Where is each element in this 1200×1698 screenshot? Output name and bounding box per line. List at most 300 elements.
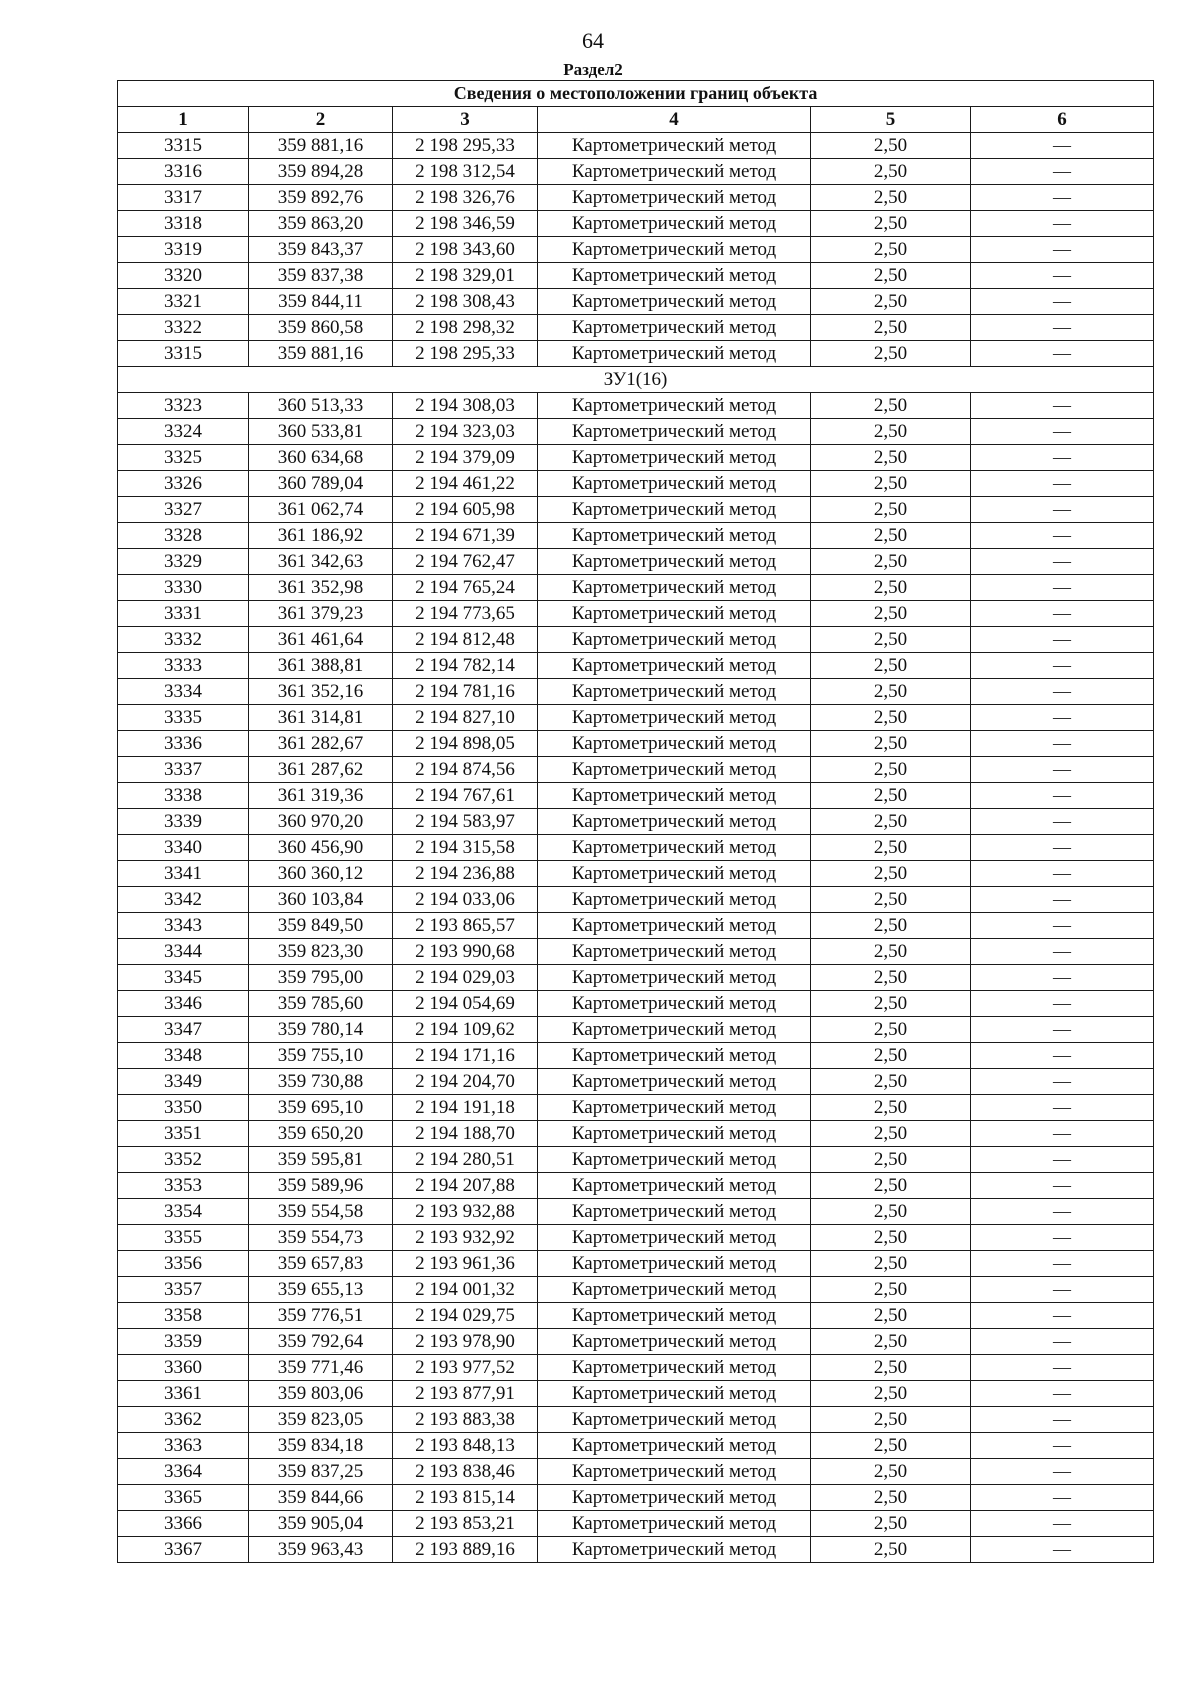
table-row xyxy=(118,913,1154,939)
x-coordinate-cell: 361 062,74 xyxy=(249,497,393,523)
description-cell: — xyxy=(971,237,1154,263)
table-body-top xyxy=(118,133,1154,367)
point-number-cell: 3329 xyxy=(118,549,249,575)
method-cell: Картометрический метод xyxy=(538,913,811,939)
description-cell: — xyxy=(971,1225,1154,1251)
x-coordinate-cell: 361 388,81 xyxy=(249,653,393,679)
point-number-cell: 3344 xyxy=(118,939,249,965)
x-coordinate-cell: 361 319,36 xyxy=(249,783,393,809)
x-coordinate-cell: 359 863,20 xyxy=(249,211,393,237)
y-coordinate-cell: 2 193 838,46 xyxy=(393,1459,538,1485)
method-cell: Картометрический метод xyxy=(538,757,811,783)
accuracy-cell: 2,50 xyxy=(811,289,971,315)
table-row xyxy=(118,1537,1154,1563)
point-number-cell: 3332 xyxy=(118,627,249,653)
point-number-cell: 3319 xyxy=(118,237,249,263)
point-number-cell: 3315 xyxy=(118,341,249,367)
method-cell: Картометрический метод xyxy=(538,1277,811,1303)
table-row xyxy=(118,861,1154,887)
y-coordinate-cell: 2 194 315,58 xyxy=(393,835,538,861)
table-row xyxy=(118,1095,1154,1121)
description-cell: — xyxy=(971,601,1154,627)
y-coordinate-cell: 2 193 961,36 xyxy=(393,1251,538,1277)
x-coordinate-cell: 359 894,28 xyxy=(249,159,393,185)
accuracy-cell: 2,50 xyxy=(811,1381,971,1407)
y-coordinate-cell: 2 198 329,01 xyxy=(393,263,538,289)
description-cell: — xyxy=(971,1147,1154,1173)
column-header: 1 xyxy=(118,107,249,133)
table-row xyxy=(118,419,1154,445)
y-coordinate-cell: 2 194 773,65 xyxy=(393,601,538,627)
accuracy-cell: 2,50 xyxy=(811,965,971,991)
x-coordinate-cell: 361 379,23 xyxy=(249,601,393,627)
description-cell: — xyxy=(971,887,1154,913)
table-row xyxy=(118,1381,1154,1407)
accuracy-cell: 2,50 xyxy=(811,419,971,445)
table-row xyxy=(118,1433,1154,1459)
x-coordinate-cell: 361 461,64 xyxy=(249,627,393,653)
description-cell: — xyxy=(971,627,1154,653)
point-number-cell: 3326 xyxy=(118,471,249,497)
table-caption-row xyxy=(118,81,1154,107)
table-row xyxy=(118,705,1154,731)
column-header: 6 xyxy=(971,107,1154,133)
x-coordinate-cell: 359 695,10 xyxy=(249,1095,393,1121)
x-coordinate-cell: 359 554,73 xyxy=(249,1225,393,1251)
method-cell: Картометрический метод xyxy=(538,627,811,653)
table-row xyxy=(118,1225,1154,1251)
y-coordinate-cell: 2 194 671,39 xyxy=(393,523,538,549)
method-cell: Картометрический метод xyxy=(538,1485,811,1511)
table-row xyxy=(118,1459,1154,1485)
x-coordinate-cell: 361 287,62 xyxy=(249,757,393,783)
table-row xyxy=(118,185,1154,211)
x-coordinate-cell: 360 456,90 xyxy=(249,835,393,861)
point-number-cell: 3347 xyxy=(118,1017,249,1043)
x-coordinate-cell: 359 771,46 xyxy=(249,1355,393,1381)
table-row xyxy=(118,445,1154,471)
group-header xyxy=(118,367,1154,393)
x-coordinate-cell: 359 655,13 xyxy=(249,1277,393,1303)
point-number-cell: 3336 xyxy=(118,731,249,757)
method-cell: Картометрический метод xyxy=(538,211,811,237)
accuracy-cell: 2,50 xyxy=(811,1121,971,1147)
y-coordinate-cell: 2 198 326,76 xyxy=(393,185,538,211)
point-number-cell: 3333 xyxy=(118,653,249,679)
method-cell: Картометрический метод xyxy=(538,471,811,497)
accuracy-cell: 2,50 xyxy=(811,731,971,757)
x-coordinate-cell: 359 785,60 xyxy=(249,991,393,1017)
accuracy-cell: 2,50 xyxy=(811,1173,971,1199)
x-coordinate-cell: 360 634,68 xyxy=(249,445,393,471)
column-header: 2 xyxy=(249,107,393,133)
point-number-cell: 3364 xyxy=(118,1459,249,1485)
accuracy-cell: 2,50 xyxy=(811,1485,971,1511)
x-coordinate-cell: 359 595,81 xyxy=(249,1147,393,1173)
description-cell: — xyxy=(971,965,1154,991)
method-cell: Картометрический метод xyxy=(538,419,811,445)
method-cell: Картометрический метод xyxy=(538,1095,811,1121)
y-coordinate-cell: 2 198 295,33 xyxy=(393,133,538,159)
y-coordinate-cell: 2 194 767,61 xyxy=(393,783,538,809)
accuracy-cell: 2,50 xyxy=(811,1199,971,1225)
point-number-cell: 3366 xyxy=(118,1511,249,1537)
description-cell: — xyxy=(971,939,1154,965)
description-cell: — xyxy=(971,991,1154,1017)
method-cell: Картометрический метод xyxy=(538,185,811,211)
point-number-cell: 3360 xyxy=(118,1355,249,1381)
y-coordinate-cell: 2 198 343,60 xyxy=(393,237,538,263)
method-cell: Картометрический метод xyxy=(538,341,811,367)
point-number-cell: 3322 xyxy=(118,315,249,341)
point-number-cell: 3338 xyxy=(118,783,249,809)
y-coordinate-cell: 2 194 109,62 xyxy=(393,1017,538,1043)
description-cell: — xyxy=(971,1173,1154,1199)
accuracy-cell: 2,50 xyxy=(811,1277,971,1303)
y-coordinate-cell: 2 194 029,03 xyxy=(393,965,538,991)
accuracy-cell: 2,50 xyxy=(811,445,971,471)
point-number-cell: 3346 xyxy=(118,991,249,1017)
y-coordinate-cell: 2 194 323,03 xyxy=(393,419,538,445)
table-row xyxy=(118,783,1154,809)
method-cell: Картометрический метод xyxy=(538,1433,811,1459)
description-cell: — xyxy=(971,471,1154,497)
y-coordinate-cell: 2 198 308,43 xyxy=(393,289,538,315)
point-number-cell: 3358 xyxy=(118,1303,249,1329)
table-row xyxy=(118,965,1154,991)
point-number-cell: 3351 xyxy=(118,1121,249,1147)
method-cell: Картометрический метод xyxy=(538,393,811,419)
method-cell: Картометрический метод xyxy=(538,133,811,159)
table-row xyxy=(118,1251,1154,1277)
description-cell: — xyxy=(971,1043,1154,1069)
table-row xyxy=(118,835,1154,861)
x-coordinate-cell: 359 823,30 xyxy=(249,939,393,965)
method-cell: Картометрический метод xyxy=(538,159,811,185)
y-coordinate-cell: 2 194 605,98 xyxy=(393,497,538,523)
x-coordinate-cell: 359 860,58 xyxy=(249,315,393,341)
method-cell: Картометрический метод xyxy=(538,263,811,289)
accuracy-cell: 2,50 xyxy=(811,783,971,809)
y-coordinate-cell: 2 194 188,70 xyxy=(393,1121,538,1147)
method-cell: Картометрический метод xyxy=(538,783,811,809)
table-row xyxy=(118,549,1154,575)
x-coordinate-cell: 360 970,20 xyxy=(249,809,393,835)
method-cell: Картометрический метод xyxy=(538,315,811,341)
method-cell: Картометрический метод xyxy=(538,939,811,965)
description-cell: — xyxy=(971,523,1154,549)
point-number-cell: 3324 xyxy=(118,419,249,445)
y-coordinate-cell: 2 194 781,16 xyxy=(393,679,538,705)
accuracy-cell: 2,50 xyxy=(811,159,971,185)
point-number-cell: 3334 xyxy=(118,679,249,705)
method-cell: Картометрический метод xyxy=(538,1147,811,1173)
description-cell: — xyxy=(971,1069,1154,1095)
description-cell: — xyxy=(971,1277,1154,1303)
group-row xyxy=(118,367,1154,393)
point-number-cell: 3357 xyxy=(118,1277,249,1303)
accuracy-cell: 2,50 xyxy=(811,471,971,497)
table-row xyxy=(118,1199,1154,1225)
x-coordinate-cell: 359 844,66 xyxy=(249,1485,393,1511)
point-number-cell: 3321 xyxy=(118,289,249,315)
y-coordinate-cell: 2 194 236,88 xyxy=(393,861,538,887)
point-number-cell: 3349 xyxy=(118,1069,249,1095)
y-coordinate-cell: 2 194 029,75 xyxy=(393,1303,538,1329)
x-coordinate-cell: 359 881,16 xyxy=(249,341,393,367)
y-coordinate-cell: 2 194 812,48 xyxy=(393,627,538,653)
accuracy-cell: 2,50 xyxy=(811,705,971,731)
x-coordinate-cell: 359 834,18 xyxy=(249,1433,393,1459)
y-coordinate-cell: 2 193 932,88 xyxy=(393,1199,538,1225)
point-number-cell: 3343 xyxy=(118,913,249,939)
point-number-cell: 3335 xyxy=(118,705,249,731)
table-row xyxy=(118,1303,1154,1329)
method-cell: Картометрический метод xyxy=(538,1511,811,1537)
accuracy-cell: 2,50 xyxy=(811,1537,971,1563)
table-row xyxy=(118,1485,1154,1511)
table-row xyxy=(118,627,1154,653)
point-number-cell: 3345 xyxy=(118,965,249,991)
x-coordinate-cell: 359 881,16 xyxy=(249,133,393,159)
table-row xyxy=(118,1407,1154,1433)
y-coordinate-cell: 2 194 054,69 xyxy=(393,991,538,1017)
accuracy-cell: 2,50 xyxy=(811,1017,971,1043)
x-coordinate-cell: 359 843,37 xyxy=(249,237,393,263)
description-cell: — xyxy=(971,445,1154,471)
description-cell: — xyxy=(971,159,1154,185)
x-coordinate-cell: 359 776,51 xyxy=(249,1303,393,1329)
description-cell: — xyxy=(971,133,1154,159)
y-coordinate-cell: 2 193 815,14 xyxy=(393,1485,538,1511)
y-coordinate-cell: 2 193 883,38 xyxy=(393,1407,538,1433)
description-cell: — xyxy=(971,1017,1154,1043)
accuracy-cell: 2,50 xyxy=(811,835,971,861)
accuracy-cell: 2,50 xyxy=(811,757,971,783)
method-cell: Картометрический метод xyxy=(538,861,811,887)
x-coordinate-cell: 359 905,04 xyxy=(249,1511,393,1537)
accuracy-cell: 2,50 xyxy=(811,1433,971,1459)
table-row xyxy=(118,315,1154,341)
y-coordinate-cell: 2 194 379,09 xyxy=(393,445,538,471)
point-number-cell: 3340 xyxy=(118,835,249,861)
description-cell: — xyxy=(971,861,1154,887)
accuracy-cell: 2,50 xyxy=(811,133,971,159)
table-row xyxy=(118,237,1154,263)
y-coordinate-cell: 2 194 461,22 xyxy=(393,471,538,497)
point-number-cell: 3362 xyxy=(118,1407,249,1433)
description-cell: — xyxy=(971,757,1154,783)
method-cell: Картометрический метод xyxy=(538,523,811,549)
description-cell: — xyxy=(971,783,1154,809)
method-cell: Картометрический метод xyxy=(538,965,811,991)
accuracy-cell: 2,50 xyxy=(811,1225,971,1251)
table-row xyxy=(118,1173,1154,1199)
table-row xyxy=(118,211,1154,237)
accuracy-cell: 2,50 xyxy=(811,237,971,263)
table-row xyxy=(118,809,1154,835)
y-coordinate-cell: 2 194 001,32 xyxy=(393,1277,538,1303)
accuracy-cell: 2,50 xyxy=(811,939,971,965)
x-coordinate-cell: 359 554,58 xyxy=(249,1199,393,1225)
description-cell: — xyxy=(971,419,1154,445)
table-row xyxy=(118,1355,1154,1381)
point-number-cell: 3325 xyxy=(118,445,249,471)
accuracy-cell: 2,50 xyxy=(811,991,971,1017)
y-coordinate-cell: 2 194 033,06 xyxy=(393,887,538,913)
accuracy-cell: 2,50 xyxy=(811,211,971,237)
x-coordinate-cell: 360 789,04 xyxy=(249,471,393,497)
x-coordinate-cell: 361 282,67 xyxy=(249,731,393,757)
x-coordinate-cell: 359 589,96 xyxy=(249,1173,393,1199)
x-coordinate-cell: 359 837,38 xyxy=(249,263,393,289)
table-row xyxy=(118,523,1154,549)
table-row xyxy=(118,289,1154,315)
table-row xyxy=(118,1043,1154,1069)
description-cell: — xyxy=(971,731,1154,757)
table-row xyxy=(118,497,1154,523)
table-row xyxy=(118,1277,1154,1303)
table-row xyxy=(118,1147,1154,1173)
point-number-cell: 3352 xyxy=(118,1147,249,1173)
table-row xyxy=(118,731,1154,757)
method-cell: Картометрический метод xyxy=(538,1381,811,1407)
description-cell: — xyxy=(971,263,1154,289)
point-number-cell: 3331 xyxy=(118,601,249,627)
method-cell: Картометрический метод xyxy=(538,1303,811,1329)
description-cell: — xyxy=(971,835,1154,861)
point-number-cell: 3353 xyxy=(118,1173,249,1199)
method-cell: Картометрический метод xyxy=(538,887,811,913)
point-number-cell: 3365 xyxy=(118,1485,249,1511)
point-number-cell: 3318 xyxy=(118,211,249,237)
accuracy-cell: 2,50 xyxy=(811,1251,971,1277)
section-title: Раздел2 xyxy=(563,60,623,79)
description-cell: — xyxy=(971,289,1154,315)
x-coordinate-cell: 361 342,63 xyxy=(249,549,393,575)
x-coordinate-cell: 359 837,25 xyxy=(249,1459,393,1485)
table-row xyxy=(118,341,1154,367)
accuracy-cell: 2,50 xyxy=(811,679,971,705)
description-cell: — xyxy=(971,315,1154,341)
accuracy-cell: 2,50 xyxy=(811,393,971,419)
method-cell: Картометрический метод xyxy=(538,991,811,1017)
table-row xyxy=(118,1329,1154,1355)
y-coordinate-cell: 2 194 765,24 xyxy=(393,575,538,601)
y-coordinate-cell: 2 194 898,05 xyxy=(393,731,538,757)
accuracy-cell: 2,50 xyxy=(811,315,971,341)
point-number-cell: 3330 xyxy=(118,575,249,601)
point-number-cell: 3328 xyxy=(118,523,249,549)
description-cell: — xyxy=(971,1355,1154,1381)
y-coordinate-cell: 2 198 346,59 xyxy=(393,211,538,237)
description-cell: — xyxy=(971,1537,1154,1563)
point-number-cell: 3323 xyxy=(118,393,249,419)
accuracy-cell: 2,50 xyxy=(811,497,971,523)
y-coordinate-cell: 2 198 312,54 xyxy=(393,159,538,185)
description-cell: — xyxy=(971,1381,1154,1407)
method-cell: Картометрический метод xyxy=(538,1459,811,1485)
accuracy-cell: 2,50 xyxy=(811,653,971,679)
method-cell: Картометрический метод xyxy=(538,601,811,627)
y-coordinate-cell: 2 193 848,13 xyxy=(393,1433,538,1459)
method-cell: Картометрический метод xyxy=(538,1069,811,1095)
y-coordinate-cell: 2 194 204,70 xyxy=(393,1069,538,1095)
x-coordinate-cell: 359 892,76 xyxy=(249,185,393,211)
table-row xyxy=(118,575,1154,601)
column-header: 5 xyxy=(811,107,971,133)
description-cell: — xyxy=(971,1511,1154,1537)
description-cell: — xyxy=(971,1199,1154,1225)
y-coordinate-cell: 2 193 853,21 xyxy=(393,1511,538,1537)
y-coordinate-cell: 2 194 827,10 xyxy=(393,705,538,731)
method-cell: Картометрический метод xyxy=(538,1329,811,1355)
method-cell: Картометрический метод xyxy=(538,575,811,601)
x-coordinate-cell: 359 823,05 xyxy=(249,1407,393,1433)
accuracy-cell: 2,50 xyxy=(811,341,971,367)
description-cell: — xyxy=(971,1121,1154,1147)
table-row xyxy=(118,1017,1154,1043)
table-row xyxy=(118,991,1154,1017)
y-coordinate-cell: 2 193 977,52 xyxy=(393,1355,538,1381)
table-row xyxy=(118,1121,1154,1147)
point-number-cell: 3320 xyxy=(118,263,249,289)
point-number-cell: 3356 xyxy=(118,1251,249,1277)
y-coordinate-cell: 2 193 990,68 xyxy=(393,939,538,965)
y-coordinate-cell: 2 194 583,97 xyxy=(393,809,538,835)
accuracy-cell: 2,50 xyxy=(811,1095,971,1121)
accuracy-cell: 2,50 xyxy=(811,627,971,653)
description-cell: — xyxy=(971,679,1154,705)
method-cell: Картометрический метод xyxy=(538,1121,811,1147)
accuracy-cell: 2,50 xyxy=(811,263,971,289)
point-number-cell: 3348 xyxy=(118,1043,249,1069)
point-number-cell: 3342 xyxy=(118,887,249,913)
method-cell: Картометрический метод xyxy=(538,1251,811,1277)
y-coordinate-cell: 2 198 298,32 xyxy=(393,315,538,341)
description-cell: — xyxy=(971,1459,1154,1485)
x-coordinate-cell: 359 844,11 xyxy=(249,289,393,315)
method-cell: Картометрический метод xyxy=(538,731,811,757)
x-coordinate-cell: 359 657,83 xyxy=(249,1251,393,1277)
description-cell: — xyxy=(971,575,1154,601)
point-number-cell: 3337 xyxy=(118,757,249,783)
x-coordinate-cell: 360 513,33 xyxy=(249,393,393,419)
description-cell: — xyxy=(971,653,1154,679)
y-coordinate-cell: 2 194 191,18 xyxy=(393,1095,538,1121)
point-number-cell: 3317 xyxy=(118,185,249,211)
point-number-cell: 3341 xyxy=(118,861,249,887)
x-coordinate-cell: 361 352,98 xyxy=(249,575,393,601)
y-coordinate-cell: 2 194 762,47 xyxy=(393,549,538,575)
method-cell: Картометрический метод xyxy=(538,289,811,315)
point-number-cell: 3354 xyxy=(118,1199,249,1225)
accuracy-cell: 2,50 xyxy=(811,601,971,627)
y-coordinate-cell: 2 194 874,56 xyxy=(393,757,538,783)
method-cell: Картометрический метод xyxy=(538,1017,811,1043)
x-coordinate-cell: 360 533,81 xyxy=(249,419,393,445)
point-number-cell: 3361 xyxy=(118,1381,249,1407)
point-number-cell: 3363 xyxy=(118,1433,249,1459)
y-coordinate-cell: 2 194 280,51 xyxy=(393,1147,538,1173)
x-coordinate-cell: 359 963,43 xyxy=(249,1537,393,1563)
point-number-cell: 3339 xyxy=(118,809,249,835)
method-cell: Картометрический метод xyxy=(538,1537,811,1563)
table-row xyxy=(118,939,1154,965)
y-coordinate-cell: 2 193 932,92 xyxy=(393,1225,538,1251)
table-row xyxy=(118,1511,1154,1537)
description-cell: — xyxy=(971,1095,1154,1121)
